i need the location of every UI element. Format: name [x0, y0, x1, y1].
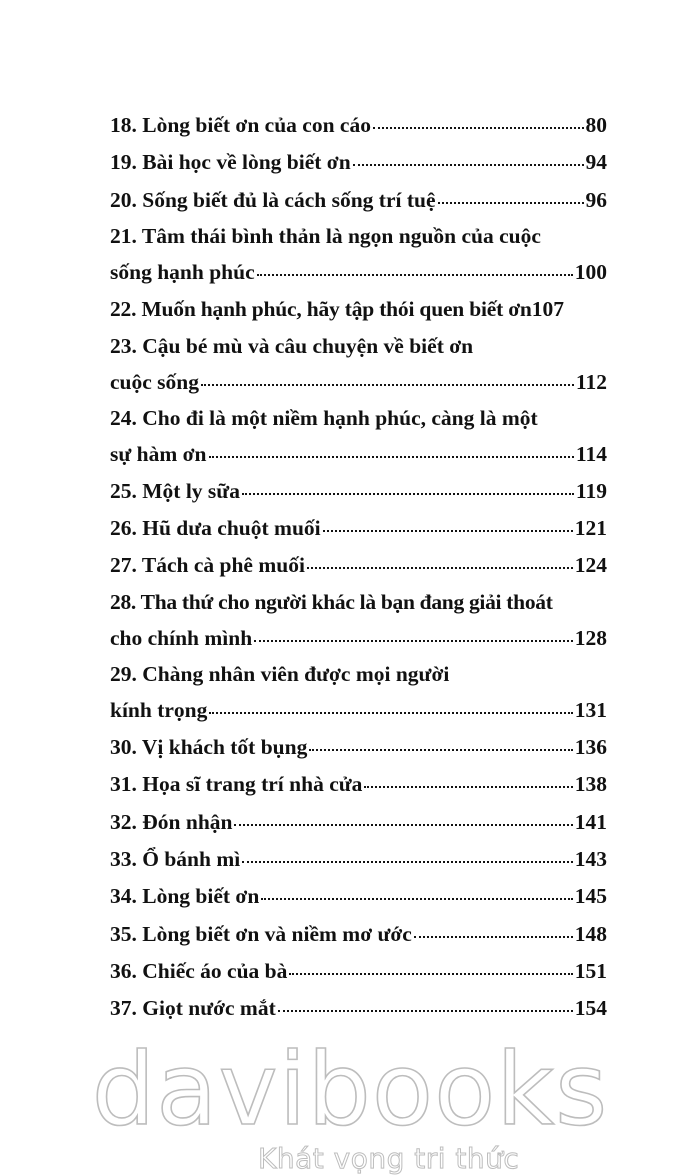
- toc-page-number: 141: [574, 809, 607, 834]
- toc-page-number: 80: [585, 113, 607, 137]
- toc-entry-title: 20. Sống biết đủ là cách sống trí tuệ: [110, 187, 436, 212]
- toc-entry-34: [110, 878, 607, 915]
- watermark-brand: davibooks: [91, 1031, 609, 1148]
- dot-leader: [261, 897, 572, 900]
- toc-entry-title-line1: 29. Chàng nhân viên được mọi người: [110, 661, 450, 686]
- toc-entry-20: [110, 182, 607, 219]
- dot-leader: [234, 823, 572, 826]
- toc-entry-30: [110, 729, 607, 766]
- toc-page-number: 112: [575, 369, 607, 394]
- toc-entry-18: [110, 107, 607, 144]
- toc-entry-title: 31. Họa sĩ trang trí nhà cửa: [110, 772, 363, 797]
- toc-entry-36: [110, 953, 607, 990]
- toc-entry-title-line2: kính trọng: [110, 697, 208, 722]
- dot-leader: [209, 711, 572, 714]
- dot-leader: [364, 785, 572, 788]
- toc-entry-27: [110, 547, 607, 584]
- toc-page-number: 121: [574, 515, 607, 540]
- toc-entry-title: 25. Một ly sữa: [110, 478, 240, 503]
- toc-page-number: 145: [574, 884, 607, 909]
- watermark-tagline: Khát vọng tri thức: [258, 1142, 520, 1175]
- toc-page-number: 96: [585, 187, 607, 212]
- table-of-contents: [110, 107, 607, 1028]
- toc-entry-29: [110, 657, 607, 729]
- toc-entry-title-line1: 23. Cậu bé mù và câu chuyện về biết ơn: [110, 333, 474, 358]
- dot-leader: [414, 935, 573, 938]
- toc-entry-title: 35. Lòng biết ơn và niềm mơ ước: [110, 921, 412, 946]
- publisher-watermark: [0, 1031, 700, 1175]
- dot-leader: [209, 455, 574, 458]
- dot-leader: [242, 860, 573, 863]
- toc-entry-25: [110, 473, 607, 510]
- toc-entry-title: 26. Hũ dưa chuột muối: [110, 515, 321, 540]
- toc-entry-19: [110, 144, 607, 181]
- toc-entry-35: [110, 916, 607, 953]
- toc-page-number: 94: [585, 150, 607, 175]
- toc-page-number: 151: [574, 959, 607, 984]
- toc-entry-title-line2: sống hạnh phúc: [110, 260, 255, 285]
- toc-entry-33: [110, 841, 607, 878]
- toc-page-number: 119: [575, 478, 607, 503]
- toc-entry-title: 18. Lòng biết ơn của con cáo: [110, 113, 371, 137]
- toc-entry-22: [110, 291, 607, 328]
- toc-page-number: 148: [574, 921, 607, 946]
- toc-page-number: 136: [574, 734, 607, 759]
- toc-page-number: 114: [575, 441, 607, 466]
- toc-page-number: 154: [574, 996, 607, 1021]
- dot-leader: [278, 1009, 573, 1012]
- dot-leader: [242, 492, 574, 495]
- toc-entry-title-line2: cho chính mình: [110, 625, 253, 650]
- toc-entry-23: [110, 329, 607, 401]
- toc-entry-title: 27. Tách cà phê muối: [110, 553, 305, 578]
- toc-entry-title-line1: 24. Cho đi là một niềm hạnh phúc, càng là một: [110, 405, 538, 430]
- toc-page-number: 143: [574, 846, 607, 871]
- dot-leader: [323, 529, 573, 532]
- toc-entry-title: 36. Chiếc áo của bà: [110, 959, 288, 984]
- toc-page-number: 124: [574, 553, 607, 578]
- dot-leader: [307, 566, 573, 569]
- toc-page-number: 138: [574, 772, 607, 797]
- toc-page-number: 100: [574, 260, 607, 285]
- toc-entry-28: [110, 585, 607, 657]
- toc-entry-title-line2: cuộc sống: [110, 369, 199, 394]
- toc-entry-32: [110, 804, 607, 841]
- toc-entry-title-line2: sự hàm ơn: [110, 441, 207, 466]
- toc-entry-title: 32. Đón nhận: [110, 809, 233, 834]
- toc-entry-title: 34. Lòng biết ơn: [110, 884, 260, 909]
- toc-entry-21: [110, 219, 607, 291]
- toc-entry-title-line1: 21. Tâm thái bình thản là ngọn nguồn của cuộc: [110, 224, 541, 249]
- toc-entry-31: [110, 766, 607, 803]
- dot-leader: [257, 273, 573, 276]
- toc-entry-title-line1: 28. Tha thứ cho người khác là bạn đang giải thoát: [110, 589, 553, 614]
- toc-entry-title: 19. Bài học về lòng biết ơn: [110, 150, 351, 175]
- dot-leader: [289, 972, 572, 975]
- dot-leader: [309, 748, 572, 751]
- toc-page-number: 131: [574, 697, 607, 722]
- toc-page-number: 107: [531, 297, 564, 322]
- toc-entry-title: 22. Muốn hạnh phúc, hãy tập thói quen biết ơn: [110, 297, 532, 322]
- toc-entry-title: 33. Ổ bánh mì: [110, 846, 241, 871]
- toc-entry-title: 37. Giọt nước mắt: [110, 996, 276, 1021]
- toc-entry-37: [110, 990, 607, 1027]
- dot-leader: [254, 639, 573, 642]
- toc-entry-title: 30. Vị khách tốt bụng: [110, 734, 308, 759]
- dot-leader: [373, 126, 584, 129]
- dot-leader: [353, 163, 584, 166]
- toc-entry-24: [110, 401, 607, 473]
- toc-entry-26: [110, 510, 607, 547]
- toc-page-number: 128: [574, 625, 607, 650]
- dot-leader: [438, 201, 584, 204]
- dot-leader: [201, 383, 574, 386]
